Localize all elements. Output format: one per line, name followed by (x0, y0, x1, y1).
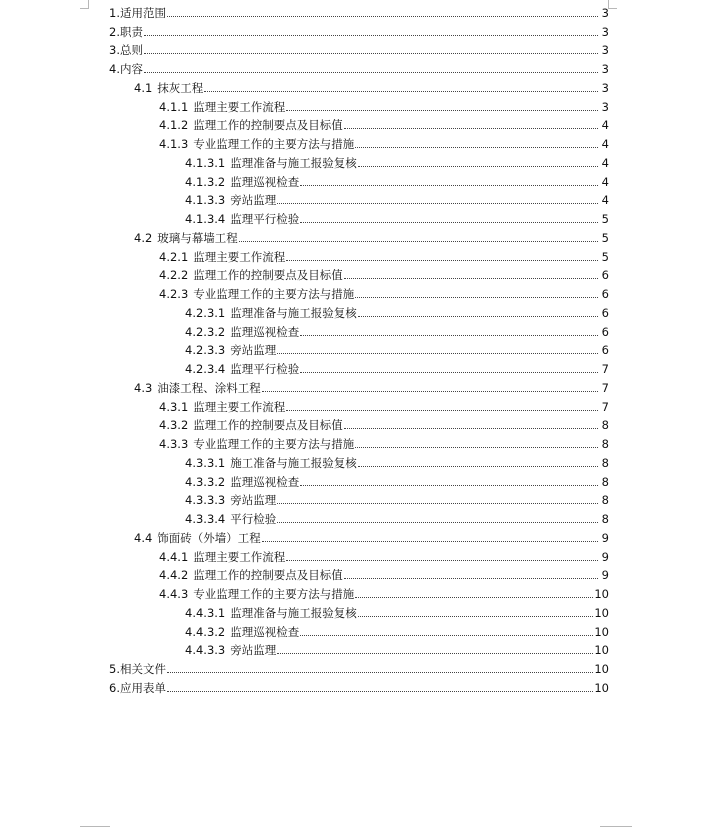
toc-entry-title: 监理主要工作流程 (193, 399, 286, 414)
toc-dot-leader (355, 147, 598, 148)
toc-entry-number: 4.1.3.2 (185, 174, 226, 189)
toc-entry[interactable] (109, 453, 609, 472)
toc-entry[interactable] (109, 622, 609, 641)
toc-entry-page-number: 10 (594, 680, 609, 695)
toc-dot-leader (344, 278, 598, 279)
toc-entry[interactable] (109, 509, 609, 528)
toc-entry[interactable] (109, 491, 609, 510)
table-of-contents (109, 3, 609, 697)
toc-entry-page-number: 4 (601, 137, 609, 151)
toc-dot-leader (277, 353, 598, 354)
toc-dot-leader (144, 72, 598, 73)
toc-entry[interactable] (109, 3, 609, 22)
toc-dot-leader (355, 297, 598, 298)
toc-entry-title: 玻璃与幕墙工程 (157, 230, 238, 245)
toc-entry-page-number: 6 (601, 287, 609, 301)
toc-entry-page-number: 10 (594, 587, 609, 601)
toc-entry-page-number: 6 (601, 305, 609, 320)
toc-entry-page-number: 7 (601, 362, 609, 376)
toc-entry-page-number: 9 (601, 530, 609, 545)
toc-dot-leader (344, 578, 598, 579)
toc-entry-number: 4.4.3.2 (185, 624, 226, 639)
toc-dot-leader (277, 653, 593, 654)
toc-entry-title: 专业监理工作的主要方法与措施 (193, 437, 355, 451)
page-corner-mark (80, 8, 89, 9)
toc-entry-number: 2. (109, 24, 120, 39)
toc-entry-title: 油漆工程、涂料工程 (157, 380, 261, 395)
toc-dot-leader (277, 522, 598, 523)
toc-entry-title: 专业监理工作的主要方法与措施 (193, 587, 355, 601)
toc-entry[interactable] (109, 566, 609, 585)
toc-entry-number: 4.4 (134, 530, 153, 545)
toc-dot-leader (358, 466, 598, 467)
toc-entry-number: 4.2.3 (159, 287, 189, 301)
toc-dot-leader (286, 260, 598, 261)
toc-entry-number: 4.2.3.2 (185, 324, 226, 339)
toc-entry[interactable] (109, 322, 609, 341)
toc-entry-page-number: 6 (601, 343, 609, 358)
toc-entry-page-number: 8 (601, 418, 609, 433)
toc-entry[interactable] (109, 97, 609, 116)
toc-entry-title: 监理准备与施工报验复核 (230, 305, 357, 320)
page-corner-mark (600, 826, 632, 827)
toc-entry-page-number: 5 (601, 212, 609, 226)
toc-entry-number: 4.2.3.4 (185, 362, 226, 376)
toc-entry-title: 抹灰工程 (157, 80, 204, 95)
toc-entry-page-number: 4 (601, 118, 609, 133)
toc-entry-number: 4.1.3 (159, 137, 189, 151)
toc-entry-title: 监理准备与施工报验复核 (230, 605, 357, 620)
toc-dot-leader (286, 410, 598, 411)
toc-dot-leader (204, 91, 598, 92)
toc-entry[interactable] (109, 172, 609, 191)
toc-dot-leader (277, 203, 598, 204)
toc-entry-number: 4.3.3.3 (185, 493, 226, 508)
toc-entry-number: 4.3 (134, 380, 153, 395)
toc-dot-leader (344, 428, 598, 429)
toc-entry-title: 内容 (119, 62, 143, 76)
toc-entry-page-number: 4 (601, 155, 609, 170)
toc-entry-number: 4.3.3 (159, 437, 189, 451)
toc-entry-page-number: 8 (601, 512, 609, 526)
toc-dot-leader (144, 53, 598, 54)
toc-entry-page-number: 10 (594, 605, 609, 620)
toc-entry-page-number: 3 (601, 43, 609, 58)
toc-entry-number: 4. (109, 62, 120, 76)
toc-entry-page-number: 10 (594, 624, 609, 639)
toc-entry-title: 平行检验 (230, 512, 277, 526)
toc-dot-leader (355, 597, 593, 598)
toc-entry[interactable] (109, 397, 609, 416)
toc-entry-number: 4.2.2 (159, 268, 189, 283)
toc-entry-page-number: 4 (601, 193, 609, 208)
page-corner-mark (608, 8, 617, 9)
toc-entry-number: 3. (109, 43, 120, 58)
toc-entry[interactable] (109, 78, 609, 97)
toc-entry[interactable] (109, 22, 609, 41)
toc-entry[interactable] (109, 41, 609, 60)
toc-entry-page-number: 3 (601, 24, 609, 39)
page-corner-mark (88, 0, 89, 8)
toc-entry[interactable] (109, 116, 609, 135)
toc-entry-title: 专业监理工作的主要方法与措施 (193, 287, 355, 301)
toc-entry-page-number: 5 (601, 249, 609, 264)
toc-entry-number: 4.1.1 (159, 99, 189, 114)
toc-dot-leader (144, 35, 598, 36)
toc-entry[interactable] (109, 359, 609, 378)
toc-entry[interactable] (109, 528, 609, 547)
toc-entry-number: 1. (109, 5, 120, 20)
toc-dot-leader (167, 672, 593, 673)
toc-dot-leader (358, 316, 598, 317)
toc-entry-title: 职责 (119, 24, 143, 39)
toc-entry[interactable] (109, 209, 609, 228)
toc-dot-leader (167, 16, 598, 17)
toc-dot-leader (300, 335, 598, 336)
toc-entry-number: 4.1.2 (159, 118, 189, 133)
toc-entry-number: 5. (109, 662, 120, 676)
toc-entry[interactable] (109, 584, 609, 603)
toc-entry-title: 监理工作的控制要点及目标值 (193, 118, 343, 133)
toc-entry[interactable] (109, 659, 609, 678)
toc-entry-title: 监理主要工作流程 (193, 549, 286, 564)
toc-entry-page-number: 8 (601, 455, 609, 470)
toc-entry-title: 旁站监理 (230, 493, 277, 508)
toc-entry-number: 4.3.2 (159, 418, 189, 433)
toc-entry-page-number: 4 (601, 174, 609, 189)
toc-entry[interactable] (109, 378, 609, 397)
toc-entry-title: 相关文件 (119, 662, 166, 676)
toc-entry[interactable] (109, 641, 609, 660)
toc-dot-leader (167, 691, 593, 692)
toc-entry-page-number: 7 (601, 380, 609, 395)
toc-entry-title: 监理准备与施工报验复核 (230, 155, 357, 170)
toc-entry-title: 适用范围 (119, 5, 166, 20)
toc-dot-leader (300, 635, 593, 636)
toc-entry[interactable] (109, 303, 609, 322)
toc-dot-leader (239, 241, 598, 242)
toc-entry-title: 专业监理工作的主要方法与措施 (193, 137, 355, 151)
toc-entry-number: 4.3.3.2 (185, 474, 226, 489)
toc-entry-page-number: 3 (601, 62, 609, 76)
toc-entry-page-number: 10 (594, 662, 609, 676)
toc-entry-number: 4.2.3.3 (185, 343, 226, 358)
toc-entry-number: 4.3.3.4 (185, 512, 226, 526)
toc-dot-leader (300, 372, 598, 373)
toc-entry-page-number: 8 (601, 437, 609, 451)
toc-entry-number: 4.1 (134, 80, 153, 95)
toc-dot-leader (344, 128, 598, 129)
toc-entry-page-number: 3 (601, 99, 609, 114)
toc-entry-page-number: 7 (601, 399, 609, 414)
toc-entry-page-number: 10 (594, 643, 609, 658)
toc-entry-title: 旁站监理 (230, 343, 277, 358)
toc-entry-title: 监理工作的控制要点及目标值 (193, 568, 343, 583)
toc-entry-page-number: 9 (601, 549, 609, 564)
toc-dot-leader (358, 166, 598, 167)
toc-entry-number: 4.3.1 (159, 399, 189, 414)
toc-dot-leader (300, 485, 598, 486)
toc-dot-leader (358, 616, 594, 617)
toc-entry-page-number: 8 (601, 474, 609, 489)
toc-entry-title: 监理巡视检查 (230, 324, 300, 339)
toc-entry[interactable] (109, 341, 609, 360)
toc-entry-number: 4.4.3.1 (185, 605, 226, 620)
toc-entry-title: 施工准备与施工报验复核 (230, 455, 357, 470)
toc-entry-number: 4.2 (134, 230, 153, 245)
toc-entry-number: 4.2.1 (159, 249, 189, 264)
toc-entry[interactable] (109, 603, 609, 622)
toc-entry-title: 监理工作的控制要点及目标值 (193, 268, 343, 283)
toc-dot-leader (262, 391, 598, 392)
toc-entry-title: 旁站监理 (230, 643, 277, 658)
toc-entry-number: 4.4.3.3 (185, 643, 226, 658)
toc-entry-number: 4.1.3.3 (185, 193, 226, 208)
toc-entry-number: 4.4.2 (159, 568, 189, 583)
toc-entry-page-number: 8 (601, 493, 609, 508)
toc-entry-number: 6. (109, 680, 120, 695)
toc-entry-title: 监理主要工作流程 (193, 249, 286, 264)
toc-entry-number: 4.4.3 (159, 587, 189, 601)
page-corner-mark (80, 826, 110, 827)
toc-entry[interactable] (109, 59, 609, 78)
toc-entry-title: 监理巡视检查 (230, 174, 300, 189)
toc-dot-leader (355, 447, 598, 448)
toc-entry[interactable] (109, 134, 609, 153)
toc-entry[interactable] (109, 153, 609, 172)
toc-entry-title: 饰面砖（外墙）工程 (157, 530, 261, 545)
toc-dot-leader (286, 110, 598, 111)
toc-entry[interactable] (109, 266, 609, 285)
toc-entry-page-number: 3 (601, 80, 609, 95)
toc-entry[interactable] (109, 434, 609, 453)
toc-entry-number: 4.1.3.1 (185, 155, 226, 170)
toc-entry-title: 监理工作的控制要点及目标值 (193, 418, 343, 433)
toc-entry-title: 总则 (119, 43, 143, 58)
toc-entry-number: 4.4.1 (159, 549, 189, 564)
toc-entry-title: 应用表单 (119, 680, 166, 695)
toc-dot-leader (262, 541, 598, 542)
toc-entry[interactable] (109, 228, 609, 247)
toc-entry-page-number: 5 (601, 230, 609, 245)
toc-dot-leader (277, 503, 598, 504)
toc-entry-page-number: 6 (601, 268, 609, 283)
toc-entry[interactable] (109, 284, 609, 303)
toc-entry[interactable] (109, 247, 609, 266)
toc-dot-leader (286, 560, 598, 561)
toc-entry-title: 监理平行检验 (230, 362, 300, 376)
toc-entry[interactable] (109, 472, 609, 491)
toc-entry-title: 旁站监理 (230, 193, 277, 208)
toc-entry-title: 监理巡视检查 (230, 624, 300, 639)
toc-entry-title: 监理主要工作流程 (193, 99, 286, 114)
toc-entry[interactable] (109, 547, 609, 566)
toc-entry-title: 监理巡视检查 (230, 474, 300, 489)
toc-dot-leader (300, 185, 598, 186)
toc-entry-number: 4.2.3.1 (185, 305, 226, 320)
toc-entry-number: 4.3.3.1 (185, 455, 226, 470)
toc-entry-page-number: 3 (601, 5, 609, 20)
toc-entry[interactable] (109, 678, 609, 697)
toc-entry[interactable] (109, 416, 609, 435)
toc-entry-page-number: 6 (601, 324, 609, 339)
toc-entry-title: 监理平行检验 (230, 212, 300, 226)
toc-entry-page-number: 9 (601, 568, 609, 583)
toc-entry-number: 4.1.3.4 (185, 212, 226, 226)
toc-entry[interactable] (109, 191, 609, 210)
toc-dot-leader (300, 222, 598, 223)
